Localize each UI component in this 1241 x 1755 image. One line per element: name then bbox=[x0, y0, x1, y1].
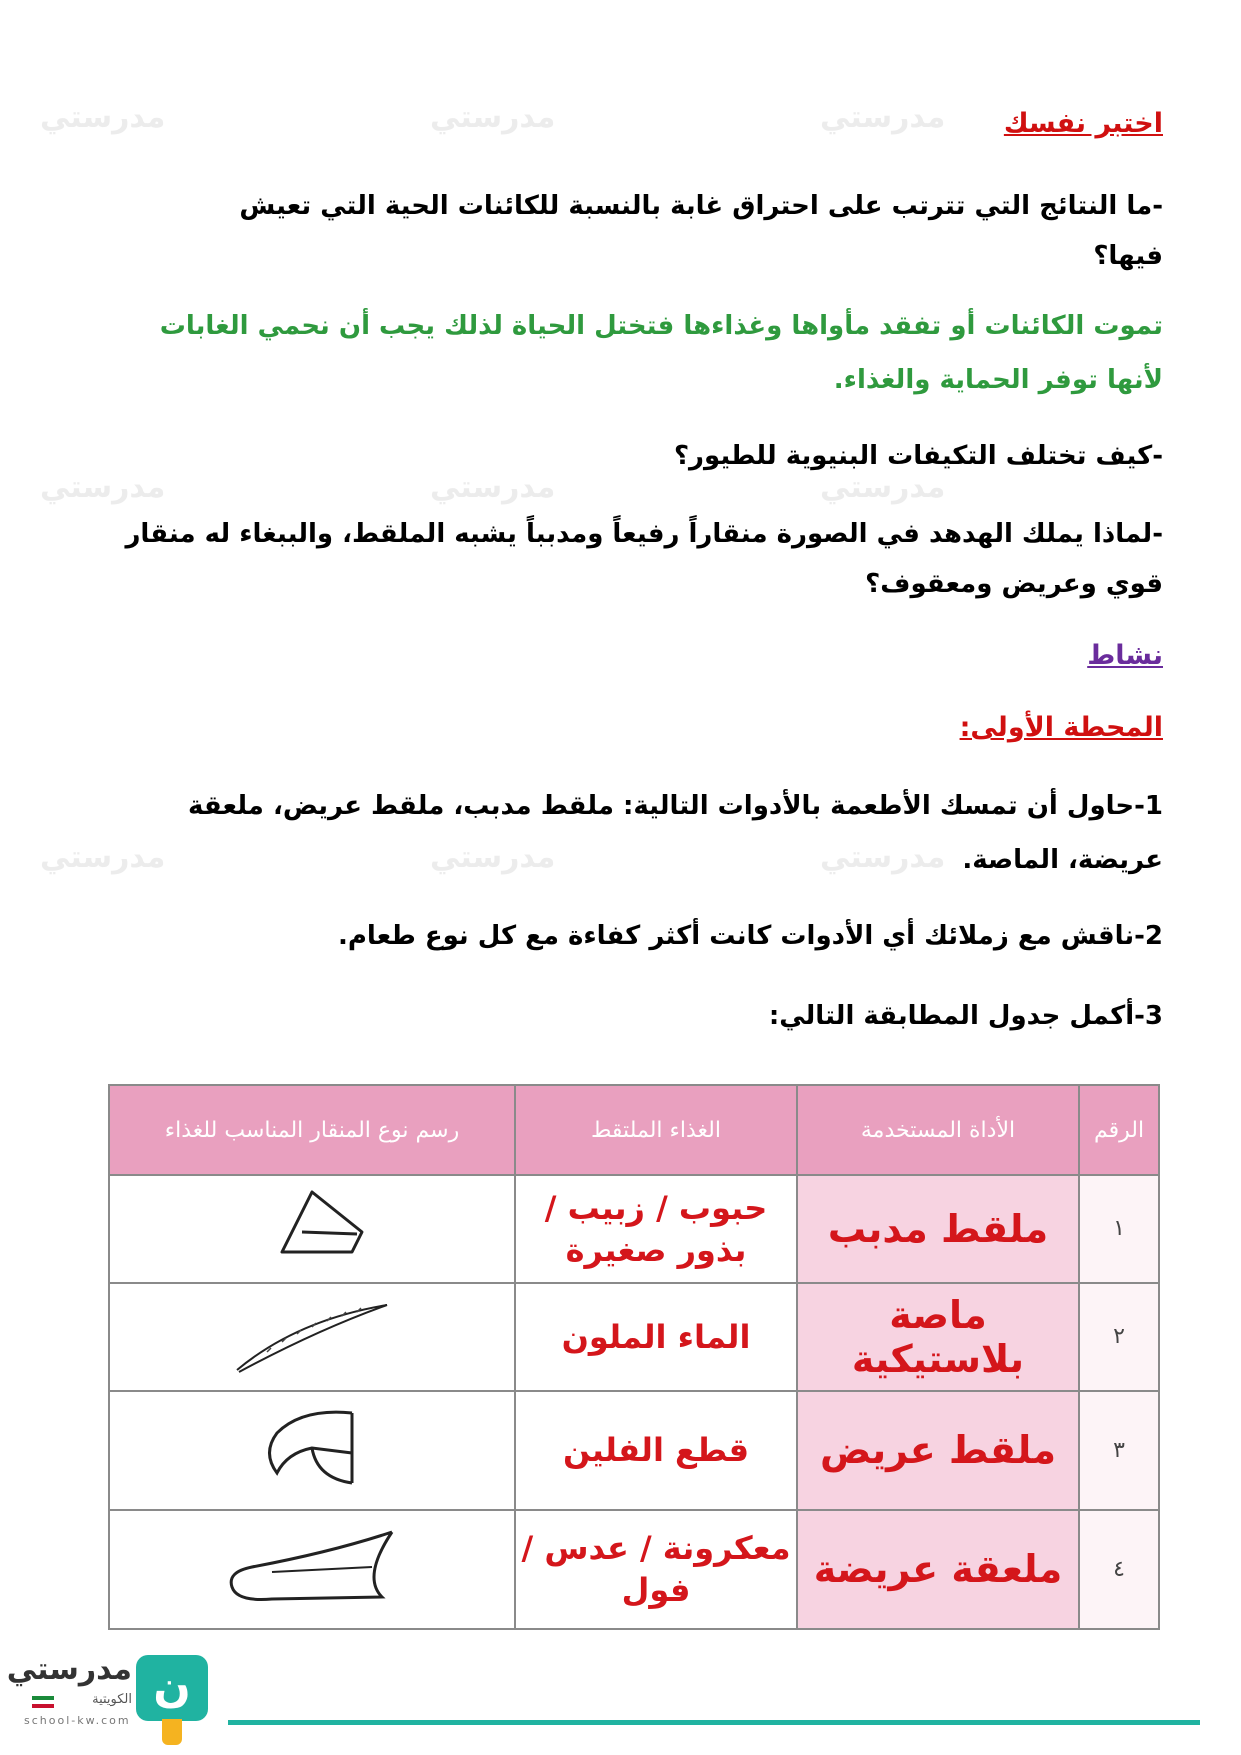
row-number: ٢ bbox=[1079, 1283, 1159, 1391]
table-row bbox=[109, 1510, 1159, 1629]
matching-table-image bbox=[110, 1084, 1160, 1630]
watermark-text: مدرستي bbox=[40, 840, 166, 875]
long-thin-beak-drawing-icon bbox=[109, 1283, 515, 1391]
question-1-line-1: -ما النتائج التي تترتب على احتراق غابة بالنسبة للكائنات الحية التي تعيش bbox=[239, 191, 1163, 221]
row-tool: ملعقة عريضة bbox=[797, 1510, 1079, 1629]
watermark-text: مدرستي bbox=[430, 840, 556, 875]
row-food: معكرونة / عدس / فول bbox=[515, 1510, 797, 1629]
matching-table bbox=[108, 1084, 1160, 1630]
heading-test-yourself: اختبر نفسك bbox=[1003, 108, 1163, 139]
step-1-line-2: عريضة، الماصة. bbox=[962, 845, 1163, 875]
logo-url: school-kw.com bbox=[24, 1714, 131, 1727]
madrasati-logo-icon: ن bbox=[136, 1655, 208, 1721]
question-1-line-2: فيها؟ bbox=[1093, 241, 1163, 271]
header-food: الغذاء الملتقط bbox=[515, 1085, 797, 1175]
watermark-text: مدرستي bbox=[430, 470, 556, 505]
row-tool: ماصة بلاستيكية bbox=[797, 1283, 1079, 1391]
question-3-line-2: قوي وعريض ومعقوف؟ bbox=[865, 569, 1163, 599]
footer-divider bbox=[228, 1720, 1200, 1725]
heading-activity: نشاط bbox=[1087, 640, 1163, 671]
watermark-text: مدرستي bbox=[820, 840, 946, 875]
row-food: حبوب / زبيب / بذور صغيرة bbox=[515, 1175, 797, 1283]
question-3-line-1: -لماذا يملك الهدهد في الصورة منقاراً رفيعاً ومدبباً يشبه الملقط، والببغاء له منقار bbox=[125, 519, 1163, 549]
row-number: ٤ bbox=[1079, 1510, 1159, 1629]
row-food: الماء الملون bbox=[515, 1283, 797, 1391]
hooked-beak-drawing-icon bbox=[109, 1391, 515, 1510]
watermark-text: مدرستي bbox=[40, 470, 166, 505]
header-beak-drawing: رسم نوع المنقار المناسب للغذاء bbox=[109, 1085, 515, 1175]
logo-subtitle: الكويتية bbox=[92, 1692, 132, 1707]
row-tool: ملقط عريض bbox=[797, 1391, 1079, 1510]
heading-station-1: المحطة الأولى: bbox=[959, 712, 1163, 743]
answer-1-line-2: لأنها توفر الحماية والغذاء. bbox=[833, 365, 1163, 395]
watermark-text: مدرستي bbox=[40, 100, 166, 135]
step-2: 2-ناقش مع زملائك أي الأدوات كانت أكثر كفاءة مع كل نوع طعام. bbox=[337, 921, 1163, 951]
watermark-text: مدرستي bbox=[430, 100, 556, 135]
row-food: قطع الفلين bbox=[515, 1391, 797, 1510]
logo-name: مدرستي bbox=[6, 1652, 132, 1687]
table-header-row bbox=[109, 1085, 1159, 1175]
question-2: -كيف تختلف التكيفات البنيوية للطيور؟ bbox=[673, 441, 1163, 471]
watermark-text: مدرستي bbox=[820, 100, 946, 135]
step-1-line-1: 1-حاول أن تمسك الأطعمة بالأدوات التالية: ملقط مدبب، ملقط عريض، ملعقة bbox=[188, 791, 1163, 821]
header-tool: الأداة المستخدمة bbox=[797, 1085, 1079, 1175]
watermark-text: مدرستي bbox=[820, 470, 946, 505]
kuwait-flag-icon bbox=[32, 1696, 54, 1708]
answer-1-line-1: تموت الكائنات أو تفقد مأواها وغذاءها فتختل الحياة لذلك يجب أن نحمي الغابات bbox=[159, 311, 1163, 341]
flat-beak-drawing-icon bbox=[109, 1510, 515, 1629]
pointed-beak-drawing-icon bbox=[109, 1175, 515, 1283]
step-3: 3-أكمل جدول المطابقة التالي: bbox=[768, 1001, 1163, 1031]
row-number: ٣ bbox=[1079, 1391, 1159, 1510]
row-number: ١ bbox=[1079, 1175, 1159, 1283]
table-row bbox=[109, 1283, 1159, 1391]
table-row bbox=[109, 1391, 1159, 1510]
header-number: الرقم bbox=[1079, 1085, 1159, 1175]
table-row bbox=[109, 1175, 1159, 1283]
row-tool: ملقط مدبب bbox=[797, 1175, 1079, 1283]
